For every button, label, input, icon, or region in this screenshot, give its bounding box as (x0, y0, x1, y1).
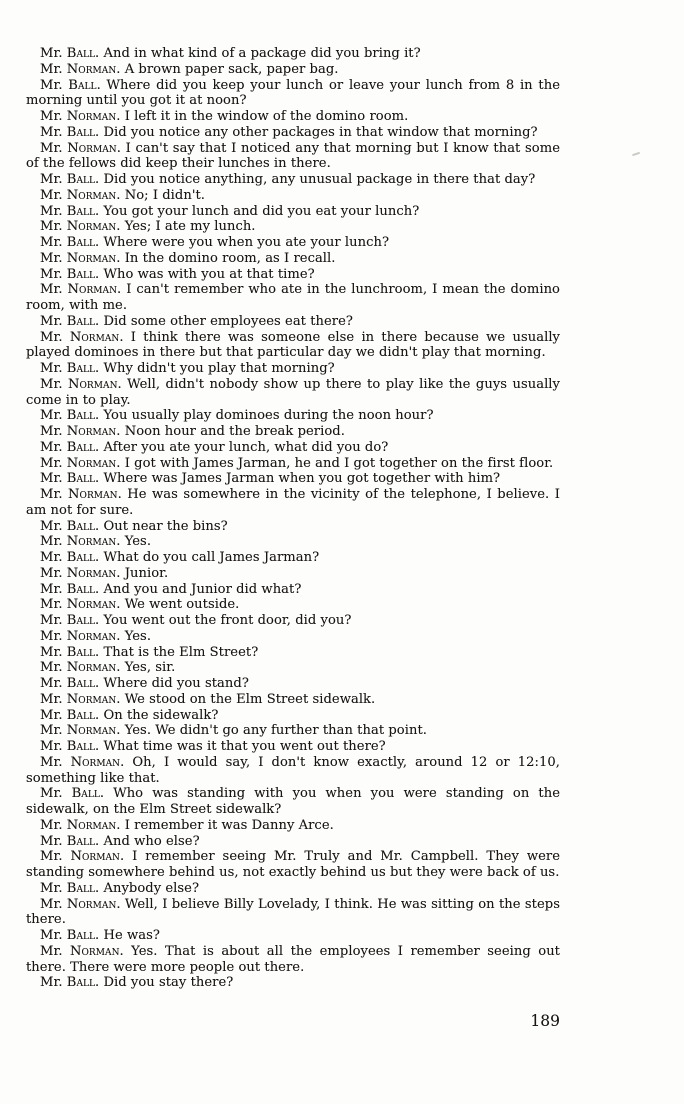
dialogue-line: Mr. Norman. I remember it was Danny Arce. (40, 817, 334, 833)
speaker-name: Mr. Ball (40, 644, 96, 660)
speaker-name: Mr. Norman (40, 282, 118, 298)
speaker-name: Mr. Ball (40, 707, 96, 723)
dialogue-line: Mr. Norman. Well, I believe Billy Lovelady, I think. He was sitting on the steps there. (26, 896, 560, 928)
dialogue-line: Mr. Ball. That is the Elm Street? (40, 644, 259, 660)
dialogue-line: Mr. Norman. Junior. (40, 565, 169, 581)
dialogue-line: Mr. Ball. Why didn't you play that morning? (40, 361, 335, 376)
speaker-name: Mr. Ball (40, 739, 96, 754)
speaker-name: Mr. Ball (40, 361, 96, 376)
speaker-name: Mr. Ball (40, 786, 100, 802)
dialogue-line: Mr. Norman. I think there was someone else in there because we usually played dominoes in there but that particular day we didn't play that morning. (26, 329, 560, 361)
speaker-name: Mr. Ball (40, 266, 96, 282)
speaker-name: Mr. Norman (40, 424, 117, 439)
speaker-name: Mr. Norman (40, 723, 117, 739)
dialogue-line: Mr. Ball. And you and Junior did what? (40, 581, 302, 597)
dialogue-line: Mr. Norman. I can't say that I noticed any that morning but I know that some of the fellows did keep their lunches in there. (26, 140, 560, 172)
speaker-name: Mr. Norman (40, 219, 117, 235)
speaker-name: Mr. Ball (40, 880, 96, 896)
dialogue-line: Mr. Ball. Did you notice anything, any unusual package in there that day? (40, 172, 536, 187)
dialogue-line: Mr. Norman. I remember seeing Mr. Truly and Mr. Campbell. They were standing somewhere behind us, not exactly behind us but they were back of us. (26, 849, 560, 880)
speaker-name: Mr. Norman (40, 376, 118, 392)
speaker-name: Mr. Ball (40, 975, 96, 991)
speaker-name: Mr. Ball (40, 439, 96, 455)
dialogue-line: Mr. Norman. We stood on the Elm Street sidewalk. (40, 691, 376, 707)
speaker-name: Mr. Norman (40, 250, 117, 266)
dialogue-line: Mr. Norman. We went outside. (40, 597, 240, 613)
speaker-name: Mr. Ball (40, 408, 96, 424)
dialogue-line: Mr. Norman. Well, didn't nobody show up there to play like the guys usually come in to play. (26, 376, 560, 408)
speaker-name: Mr. Ball (40, 46, 96, 61)
dialogue-line: Mr. Ball. Where did you stand? (40, 676, 249, 691)
speaker-name: Mr. Ball (40, 313, 96, 329)
dialogue-line: Mr. Norman. I left it in the window of the domino room. (40, 109, 409, 124)
dialogue-line: Mr. Ball. You got your lunch and did you eat your lunch? (40, 203, 420, 219)
speaker-name: Mr. Norman (40, 817, 117, 833)
dialogue-line: Mr. Ball. You usually play dominoes during the noon hour? (40, 408, 434, 424)
dialogue-line: Mr. Ball. Who was standing with you when you were standing on the sidewalk, on the Elm Street sidewalk? (26, 786, 560, 817)
speaker-name: Mr. Norman (40, 329, 120, 345)
dialogue-line: Mr. Ball. Who was with you at that time? (40, 266, 315, 282)
dialogue-line: Mr. Norman. He was somewhere in the vicinity of the telephone, I believe. I am not for sure. (26, 487, 560, 518)
speaker-name: Mr. Norman (40, 140, 117, 156)
dialogue-line: Mr. Ball. And in what kind of a package did you bring it? (40, 46, 421, 61)
dialogue-line: Mr. Norman. Yes. That is about all the employees I remember seeing out there. There were more people out there. (26, 943, 560, 975)
dialogue-line: Mr. Norman. Noon hour and the break period. (40, 424, 345, 439)
speaker-name: Mr. Ball (40, 518, 96, 534)
speaker-name: Mr. Norman (40, 109, 117, 124)
speaker-name: Mr. Ball (40, 613, 96, 628)
dialogue-line: Mr. Norman. A brown paper sack, paper bag. (40, 61, 339, 77)
speaker-name: Mr. Norman (40, 628, 117, 644)
dialogue-line: Mr. Norman. Yes, sir. (40, 660, 176, 676)
dialogue-line: Mr. Ball. What time was it that you went out there? (40, 739, 386, 754)
dialogue-line: Mr. Ball. He was? (40, 928, 160, 943)
dialogue-line: Mr. Ball. Did you notice any other packages in that window that morning? (40, 124, 538, 140)
speaker-name: Mr. Norman (40, 896, 117, 912)
dialogue-line: Mr. Norman. Yes; I ate my lunch. (40, 219, 256, 235)
speaker-name: Mr. Ball (40, 172, 96, 187)
dialogue-line: Mr. Ball. Did some other employees eat there? (40, 313, 353, 329)
speaker-name: Mr. Norman (40, 849, 120, 865)
dialogue-line: Mr. Norman. I got with James Jarman, he and I got together on the first floor. (40, 455, 554, 471)
speaker-name: Mr. Ball (40, 928, 96, 943)
dialogue-line: Mr. Ball. Where was James Jarman when you got together with him? (40, 471, 501, 487)
dialogue-line: Mr. Norman. Oh, I would say, I don't know exactly, around 12 or 12:10, something like that. (26, 754, 560, 786)
dialogue-line: Mr. Ball. Anybody else? (40, 880, 200, 896)
speaker-name: Mr. Norman (40, 691, 117, 707)
speaker-name: Mr. Ball (40, 833, 96, 849)
speaker-name: Mr. Norman (40, 487, 118, 502)
dialogue-line: Mr. Ball. And who else? (40, 833, 200, 849)
dialogue-line: Mr. Norman. Yes. (40, 534, 152, 550)
speaker-name: Mr. Ball (40, 235, 96, 250)
speaker-name: Mr. Norman (40, 597, 117, 613)
transcript (26, 46, 560, 991)
speaker-name: Mr. Norman (40, 660, 117, 676)
speaker-name: Mr. Ball (40, 581, 96, 597)
speaker-name: Mr. Ball (40, 550, 96, 565)
scan-artifact (632, 152, 640, 156)
dialogue-line: Mr. Norman. In the domino room, as I recall. (40, 250, 336, 266)
speaker-name: Mr. Ball (40, 471, 96, 487)
dialogue-line: Mr. Ball. Did you stay there? (40, 975, 234, 991)
speaker-name: Mr. Norman (40, 61, 117, 77)
speaker-name: Mr. Ball (40, 77, 97, 93)
speaker-name: Mr. Ball (40, 676, 96, 691)
dialogue-line: Mr. Ball. After you ate your lunch, what did you do? (40, 439, 389, 455)
dialogue-line: Mr. Norman. No; I didn't. (40, 187, 206, 203)
speaker-name: Mr. Norman (40, 455, 117, 471)
page-number: 189 (530, 1012, 560, 1030)
dialogue-line: Mr. Ball. What do you call James Jarman? (40, 550, 320, 565)
dialogue-line: Mr. Norman. I can't remember who ate in the lunchroom, I mean the domino room, with me. (26, 282, 560, 313)
dialogue-line: Mr. Norman. Yes. (40, 628, 152, 644)
dialogue-line: Mr. Ball. On the sidewalk? (40, 707, 219, 723)
speaker-name: Mr. Norman (40, 565, 117, 581)
dialogue-line: Mr. Norman. Yes. We didn't go any further than that point. (40, 723, 427, 739)
speaker-name: Mr. Norman (40, 943, 120, 959)
dialogue-line: Mr. Ball. You went out the front door, did you? (40, 613, 352, 628)
speaker-name: Mr. Norman (40, 754, 121, 770)
dialogue-line: Mr. Ball. Where did you keep your lunch or leave your lunch from 8 in the morning until you got it at noon? (26, 77, 560, 109)
speaker-name: Mr. Norman (40, 534, 117, 550)
speaker-name: Mr. Norman (40, 187, 117, 203)
speaker-name: Mr. Ball (40, 203, 96, 219)
dialogue-line: Mr. Ball. Where were you when you ate your lunch? (40, 235, 390, 250)
dialogue-line: Mr. Ball. Out near the bins? (40, 518, 228, 534)
speaker-name: Mr. Ball (40, 124, 96, 140)
